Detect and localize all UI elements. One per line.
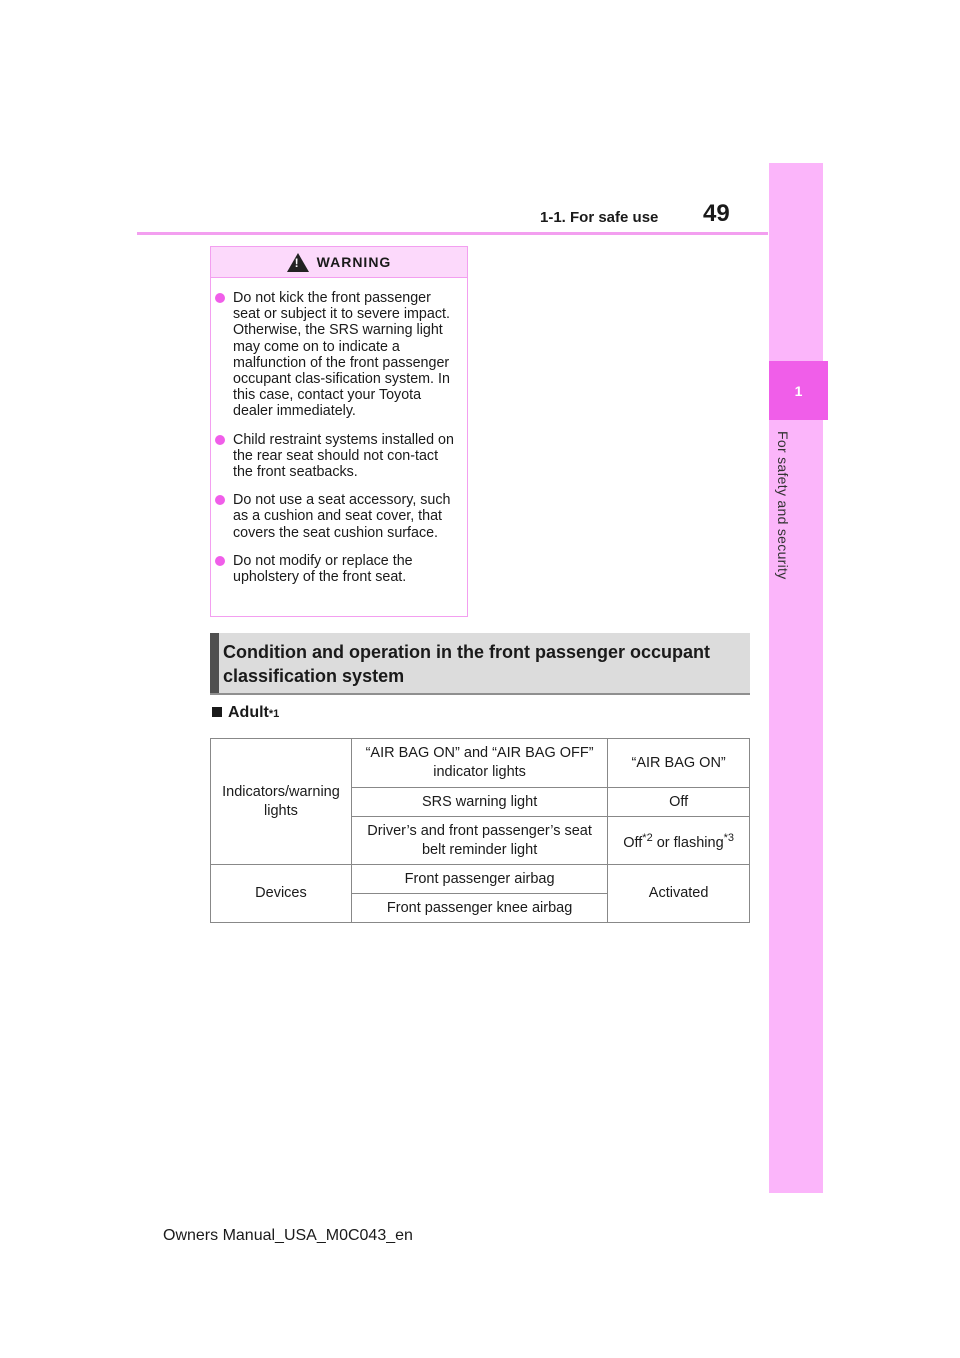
table-cell: Off$^{*2}$ or flashing$^{*3}$ — [608, 817, 750, 865]
warning-header — [211, 247, 467, 278]
table-cell: Front passenger airbag — [351, 865, 607, 894]
warning-item: Do not modify or replace the upholstery of the front seat. — [215, 553, 457, 585]
warning-list — [211, 290, 467, 585]
warning-title: WARNING — [316, 254, 392, 270]
table-cell: Front passenger knee airbag — [351, 894, 607, 923]
table-cell: Activated — [608, 865, 750, 923]
warning-triangle-icon — [287, 253, 309, 272]
warning-item: Do not use a seat accessory, such as a cushion and seat cover, that covers the seat cushion surface. — [215, 492, 457, 541]
status-table — [210, 738, 750, 923]
table-cell: Off — [608, 788, 750, 817]
heading-accent — [210, 633, 219, 693]
bullet-icon — [215, 293, 225, 303]
row-group-label: Indicators/warning lights — [211, 739, 352, 865]
warning-box — [210, 246, 468, 617]
page-number: 49 — [703, 200, 730, 227]
section-heading-bar — [210, 633, 750, 695]
bullet-icon — [215, 435, 225, 445]
row-group-label: Devices — [211, 865, 352, 923]
section-heading: Condition and operation in the front passenger occupant classification system — [223, 642, 711, 686]
table-cell: “AIR BAG ON” — [608, 739, 750, 788]
section-title: 1-1. For safe use — [540, 209, 659, 226]
table-cell: Driver’s and front passenger’s seat belt reminder light — [351, 817, 607, 865]
table-row — [211, 739, 750, 788]
header-rule — [137, 232, 768, 235]
chapter-number: 1 — [769, 361, 828, 420]
chapter-side-tab — [769, 163, 823, 1193]
square-bullet-icon — [212, 707, 222, 717]
chapter-label: For safety and security — [775, 431, 791, 580]
table-cell: SRS warning light — [351, 788, 607, 817]
bullet-icon — [215, 556, 225, 566]
footer-text: Owners Manual_USA_M0C043_en — [163, 1227, 413, 1244]
warning-item: Do not kick the front passenger seat or subject it to severe impact. Otherwise, the SRS warning light may come on to indicate a malfunction of the front passenger occupant clas-sification system. In this case, contact your Toyota dealer immediately. — [215, 290, 457, 420]
warning-item: Child restraint systems installed on the rear seat should not con-tact the front seatbacks. — [215, 432, 457, 481]
table-cell: “AIR BAG ON” and “AIR BAG OFF” indicator lights — [351, 739, 607, 788]
subheading: Adult *1 — [212, 704, 279, 722]
table-row — [211, 865, 750, 894]
bullet-icon — [215, 495, 225, 505]
